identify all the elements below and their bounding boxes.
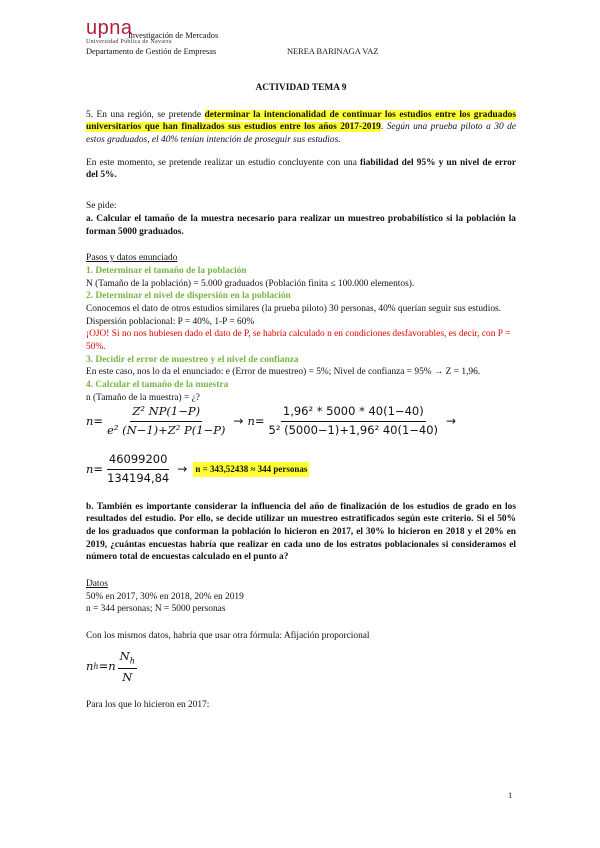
general-denominator: e² (N−1)+Z² P(1−P): [107, 422, 226, 437]
result-formula: [86, 452, 516, 486]
substituted-fraction: [267, 404, 440, 438]
formula-n: n: [86, 413, 94, 428]
Nh-subscript: h: [129, 655, 135, 665]
formula-intro: Con los mismos datos, habría que usar otra fórmula: Afijación proporcional: [86, 631, 370, 641]
arrow-icon-3: →: [177, 462, 188, 477]
general-fraction: [105, 404, 227, 438]
allocation-fraction: [118, 649, 137, 686]
step-1-heading: 1. Determinar el tamaño de la población: [86, 265, 247, 276]
step-3-heading: 3. Decidir el error de muestreo y el nivel de confianza: [86, 354, 299, 365]
nh-symbol: n: [86, 659, 94, 674]
step-4-heading: 4. Calcular el tamaño de la muestra: [86, 380, 229, 391]
sample-size-formula: [86, 404, 516, 438]
proportional-allocation-formula: [86, 649, 516, 686]
nh-subscript: h: [93, 661, 99, 671]
allocation-denominator: N: [122, 669, 133, 684]
datos-percentages: 50% en 2017, 30% en 2018, 20% en 2019: [86, 591, 244, 602]
result-n: n: [86, 461, 94, 476]
problem-statement: [86, 109, 516, 147]
allocation-n: n: [108, 659, 116, 674]
closing-line: Para los que lo hicieron en 2017:: [86, 700, 210, 711]
step-3-text: En este caso, nos lo da el enunciado: e (Error de muestreo) = 5%; Nivel de confianza = 95% → Z = 1,96.: [86, 367, 481, 378]
question-a: a. Calcular el tamaño de la muestra necesario para realizar un muestreo probabilístico si la población la forman 5000 graduados.: [86, 213, 516, 237]
result-equals: =: [93, 461, 104, 476]
general-numerator: Z² NP(1−P): [130, 404, 202, 422]
steps-heading: Pasos y datos enunciado: [86, 253, 178, 264]
formula-n-2: n: [247, 413, 255, 428]
page-title: ACTIVIDAD TEMA 9: [255, 83, 347, 93]
conditions-text: En este momento, se pretende realizar un estudio concluyente con una: [86, 157, 360, 168]
Nh-symbol: N: [119, 648, 130, 663]
formula-equals-2: =: [254, 413, 265, 428]
arrow-icon: →: [233, 414, 244, 429]
pilot-study-text: Según una prueba piloto a 30 de estos graduados, el 40% tenían intención de proseguir sus estudios.: [86, 122, 517, 146]
substituted-denominator: 5² (5000−1)+1,96² 40(1−40): [268, 422, 439, 437]
allocation-equals: =: [98, 659, 109, 674]
result-numerator: 46099200: [107, 452, 170, 470]
step-2-warning: ¡OJO! Si no nos hubiesen dado el dato de P, se habría calculado n en condiciones desfavorables, es decir, con P = 50%.: [86, 329, 511, 352]
allocation-numerator: [118, 649, 137, 669]
result-highlight: n = 343,52438 ≈ 344 personas: [193, 462, 309, 476]
question-b: b. También es importante considerar la influencia del año de finalización de los estudios de grado en los resultados del estudio. Por ello, se decide utilizar un muestreo estratificados según este criterio. Si el 50% de los graduados que conforman la población lo hicieron en 2017, el 30% lo hicieron en 2018 y el 20% en 2019, ¿cuántas encuestas habría que realizar en cada uno de los estratos poblacionales si consideramos el número total de encuestas calculado en el punto a?: [86, 501, 516, 563]
formula-equals: =: [93, 413, 104, 428]
step-1-text: N (Tamaño de la población) = 5.000 graduados (Población finita ≤ 100.000 elementos).: [86, 278, 415, 289]
highlighted-objective: determinar la intencionalidad de continuar los estudios entre los graduados universitarios que han finalizados sus estudios entre los años 2017-2019: [86, 109, 517, 133]
step-2-heading: 2. Determinar el nivel de dispersión en la población: [86, 291, 291, 302]
department-name: Departamento de Gestión de Empresas: [86, 47, 217, 56]
se-pide: Se pide:: [86, 201, 117, 212]
logo-subtitle: Universidad Pública de Navarra: [86, 39, 172, 45]
arrow-icon-2: →: [446, 414, 457, 429]
datos-sizes: n = 344 personas; N = 5000 personas: [86, 604, 226, 615]
author-name: NEREA BARINAGA VAZ: [287, 47, 379, 56]
statement-text: 5. En una región, se pretende: [86, 109, 205, 120]
result-fraction: [105, 452, 171, 486]
step-2-text: Conocemos el dato de otros estudios similares (la prueba piloto) 30 personas, 40% querían seguir sus estudios.: [86, 303, 502, 314]
document-body: [86, 82, 516, 712]
step-4-text: n (Tamaño de la muestra) = ¿?: [86, 392, 200, 403]
datos-heading: Datos: [86, 578, 108, 589]
substituted-numerator: 1,96² * 5000 * 40(1−40): [281, 404, 426, 422]
course-name: Investigación de Mercados: [128, 31, 219, 40]
study-conditions: [86, 157, 516, 182]
conditions-bold: fiabilidad del 95% y un nivel de error del 5%.: [86, 157, 517, 181]
page-number: 1: [508, 791, 513, 800]
statement-punct: .: [380, 122, 387, 133]
step-2-dispersion: Dispersión poblacional: P = 40%, 1-P = 60%: [86, 316, 255, 327]
upna-logo: upna: [86, 17, 133, 39]
result-denominator: 134194,84: [107, 470, 170, 485]
